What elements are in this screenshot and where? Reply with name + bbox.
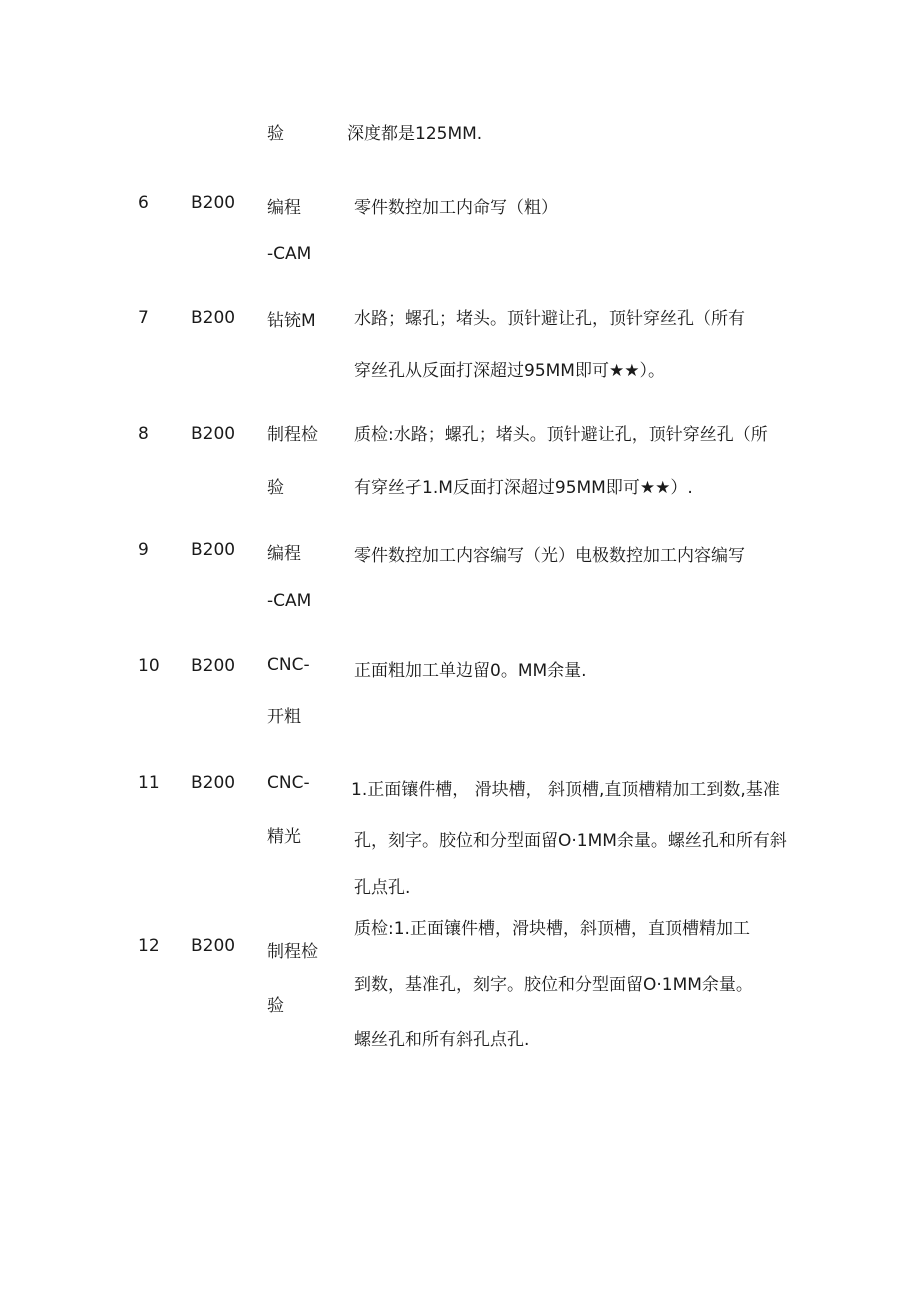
- row-number: 7: [138, 308, 149, 328]
- row-number: 6: [138, 193, 149, 213]
- process-cell: 验: [267, 478, 284, 498]
- process-cell: 制程检: [267, 942, 318, 962]
- content-cell: 孔，刻字。胶位和分型面留O·1MM余量。螺丝孔和所有斜: [354, 831, 787, 851]
- row-number: 8: [138, 424, 149, 444]
- content-cell: 零件数控加工内容编写（光）电极数控加工内容编写: [354, 546, 745, 566]
- code-cell: B200: [191, 308, 236, 328]
- code-cell: B200: [191, 424, 236, 444]
- content-cell: 质检:1.正面镶件槽，滑块槽，斜顶槽，直顶槽精加工: [354, 919, 750, 939]
- content-cell: 到数，基准孔，刻字。胶位和分型面留O·1MM余量。: [354, 975, 753, 995]
- content-cell: 孔点孔.: [354, 878, 411, 898]
- process-cell: -CAM: [267, 591, 312, 611]
- process-cell: CNC-: [267, 773, 310, 793]
- code-cell: B200: [191, 193, 236, 213]
- process-cell: CNC-: [267, 655, 310, 675]
- content-cell: 水路；螺孔；堵头。顶针避让孔，顶针穿丝孔（所有: [354, 309, 745, 329]
- process-cell: 验: [267, 996, 284, 1016]
- content-cell: 1.正面镶件槽， 滑块槽， 斜顶槽,直顶槽精加工到数,基准: [351, 780, 780, 800]
- content-cell: 螺丝孔和所有斜孔点孔.: [354, 1030, 530, 1050]
- content-cell: 穿丝孔从反面打深超过95MM即可★★）。: [354, 361, 665, 381]
- code-cell: B200: [191, 773, 236, 793]
- code-cell: B200: [191, 936, 236, 956]
- process-cell: 编程: [267, 198, 301, 218]
- row-number: 12: [138, 936, 160, 956]
- content-cell: 质检:水路；螺孔；堵头。顶针避让孔，顶针穿丝孔（所: [354, 425, 768, 445]
- process-cell: 编程: [267, 544, 301, 564]
- content-cell: 零件数控加工内命写（粗）: [354, 198, 558, 218]
- process-cell: 钻铳M: [267, 311, 316, 331]
- process-cell: -CAM: [267, 244, 312, 264]
- code-cell: B200: [191, 540, 236, 560]
- content-cell: 深度都是125MM.: [347, 124, 483, 144]
- process-cell: 验: [267, 124, 284, 144]
- content-cell: 正面粗加工单边留0。MM余量.: [354, 661, 587, 681]
- content-cell: 有穿丝孑1.M反面打深超过95MM即可★★）.: [354, 478, 693, 498]
- row-number: 10: [138, 656, 160, 676]
- process-cell: 开粗: [267, 707, 301, 727]
- process-cell: 制程检: [267, 425, 318, 445]
- row-number: 11: [138, 773, 160, 793]
- code-cell: B200: [191, 656, 236, 676]
- process-cell: 精光: [267, 827, 301, 847]
- row-number: 9: [138, 540, 149, 560]
